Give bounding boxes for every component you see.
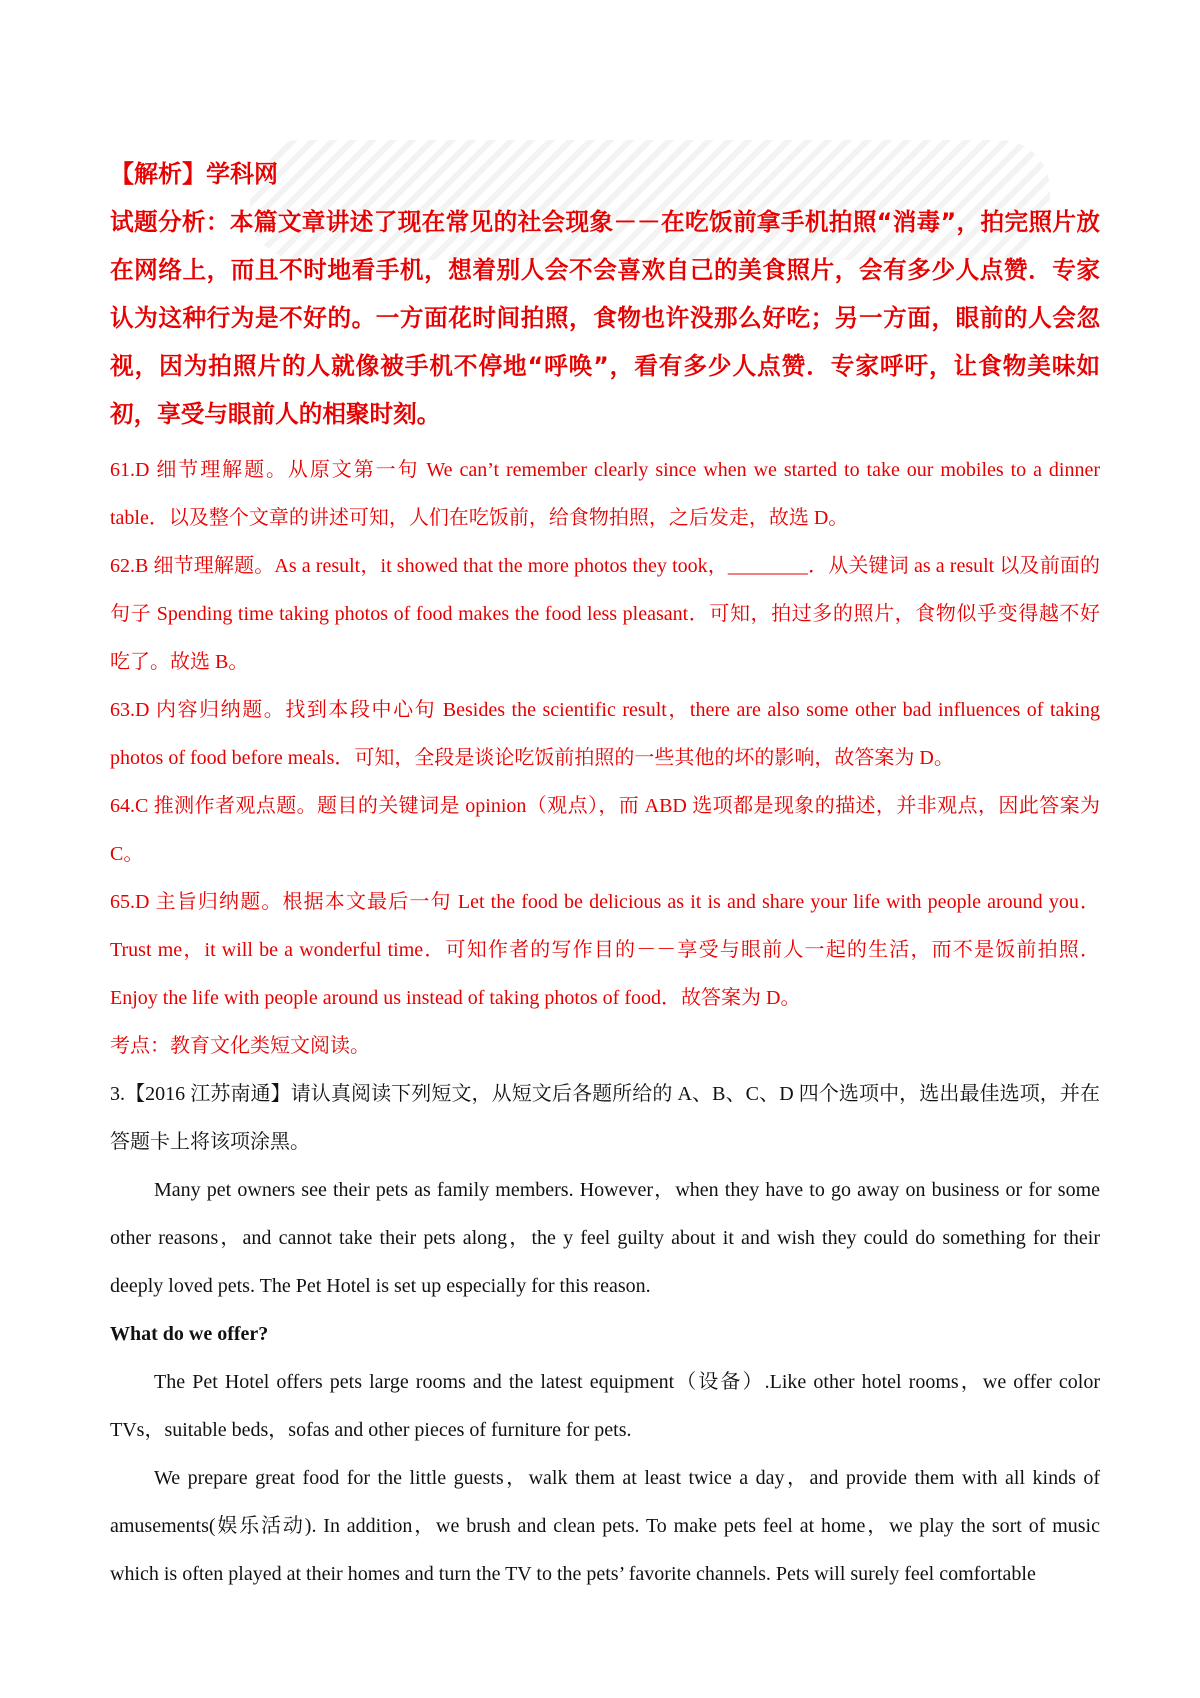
passage-subheading: What do we offer? [110, 1323, 269, 1345]
analysis-paragraph: 试题分析：本篇文章讲述了现在常见的社会现象－－在吃饭前拿手机拍照“消毒”，拍完照片放在网络上，而且不时地看手机，想着别人会不会喜欢自己的美食照片，会有多少人点赞．专家认为这种行为是不好的。一方面花时间拍照，食物也许没那么好吃；另一方面，眼前的人会忽视，因为拍照片的人就像被手机不停地“呼唤”，看有多少人点赞．专家呼吁，让食物美味如初，享受与眼前人的相聚时刻。 [110, 208, 1100, 428]
passage-paragraph-2: The Pet Hotel offers pets large rooms and the latest equipment（设备）.Like other hotel rooms，we offer color TVs，suitable beds，sofas and other pieces of furniture for pets. [110, 1371, 1100, 1441]
passage-paragraph-3: We prepare great food for the little guests，walk them at least twice a day，and provide them with all kinds of amusements(娱乐活动). In addition，we brush and clean pets. To make pets feel at home，we play the sort of music which is often played at their homes and turn the TV to the pets’ favorite channels. Pets will surely feel comfortable [110, 1467, 1100, 1585]
question-3-intro: 3.【2016 江苏南通】请认真阅读下列短文，从短文后各题所给的 A、B、C、D 四个选项中，选出最佳选项，并在答题卡上将该项涂黑。 [110, 1083, 1100, 1153]
answer-61: 61.D 细节理解题。从原文第一句 We can’t remember clearly since when we started to take our mobiles to a dinner table．以及整个文章的讲述可知，人们在吃饭前，给食物拍照，之后发走，故选 D。 [110, 459, 1100, 529]
answer-62: 62.B 细节理解题。As a result，it showed that the more photos they took，________．从关键词 as a result 以及前面的句子 Spending time taking photos of food makes the food less pleasant．可知，拍过多的照片，食物似乎变得越不好吃了。故选 B。 [110, 555, 1100, 673]
passage-paragraph-1: Many pet owners see their pets as family members. However，when they have to go away on business or for some other reasons，and cannot take their pets along，the y feel guilty about it and wish they could do something for their deeply loved pets. The Pet Hotel is set up especially for this reason. [110, 1179, 1100, 1297]
answer-64: 64.C 推测作者观点题。题目的关键词是 opinion（观点），而 ABD 选项都是现象的描述，并非观点，因此答案为 C。 [110, 795, 1100, 865]
analysis-heading: 【解析】学科网 [110, 160, 278, 188]
document-content [110, 150, 1100, 1598]
answer-65: 65.D 主旨归纳题。根据本文最后一句 Let the food be delicious as it is and share your life with people around you．Trust me，it will be a wonderful time．可知作者的写作目的－－享受与眼前人一起的生活，而不是饭前拍照．Enjoy the life with people around us instead of taking photos of food．故答案为 D。 [110, 891, 1100, 1009]
answer-63: 63.D 内容归纳题。找到本段中心句 Besides the scientific result，there are also some other bad influences of taking photos of food before meals．可知，全段是谈论吃饭前拍照的一些其他的坏的影响，故答案为 D。 [110, 699, 1100, 769]
exam-point: 考点：教育文化类短文阅读。 [110, 1035, 370, 1057]
